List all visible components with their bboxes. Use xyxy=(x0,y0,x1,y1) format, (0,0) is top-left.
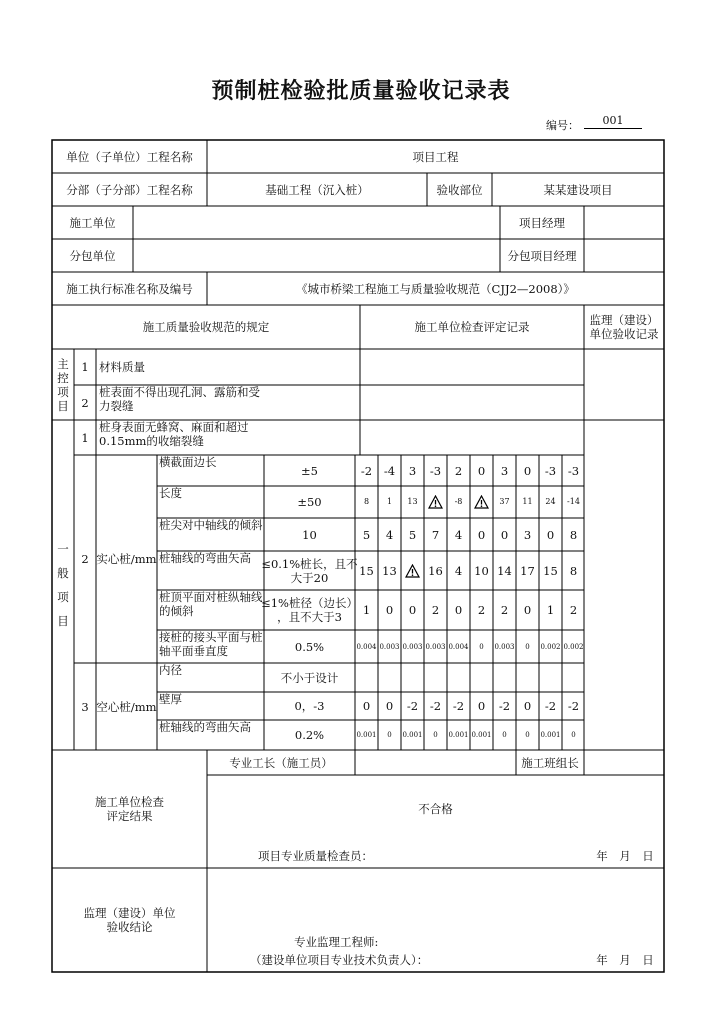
measurement-cell: 0 xyxy=(523,463,532,478)
measurement-cell: 3 xyxy=(523,527,532,542)
check-item-label-line: 桩轴线的弯曲矢高 xyxy=(159,551,251,565)
solid-pile-label: 实心桩/mm xyxy=(96,552,157,566)
group-char: 控 xyxy=(57,370,69,385)
measurement-cell: 0.001 xyxy=(402,731,423,739)
check-item-label-line: 桩轴线的弯曲矢高 xyxy=(159,720,251,734)
owner-tech-lead-label: （建设单位项目专业技术负责人）： xyxy=(250,953,429,967)
measurement-cell: -3 xyxy=(429,463,442,478)
check-item-label xyxy=(159,590,263,630)
allowable-deviation xyxy=(264,486,355,518)
check-item-label xyxy=(159,692,263,720)
check-heading: 施工单位检查评定记录 xyxy=(414,320,530,334)
measurement-cell: 0.001 xyxy=(471,731,492,739)
measurement-cell: 0.001 xyxy=(448,731,469,739)
spec-heading: 施工质量验收规范的规定 xyxy=(142,320,270,334)
item-text xyxy=(99,385,357,420)
measurement-cell: 0 xyxy=(408,603,417,617)
group-char: 目 xyxy=(57,614,69,628)
measurement-cell: 4 xyxy=(385,527,394,542)
item-no: 2 xyxy=(81,395,89,410)
accept-part-value: 某某建设项目 xyxy=(543,182,613,197)
measurement-cell: -2 xyxy=(567,699,580,713)
supervise-label-line: 监理（建设）单位 xyxy=(83,906,176,920)
measurement-cell: -2 xyxy=(360,463,373,478)
measurement-cell: 0 xyxy=(523,699,532,713)
measurement-cell: -2 xyxy=(544,699,557,713)
measurement-cell xyxy=(355,663,378,692)
item-text xyxy=(99,420,357,455)
measurement-cell xyxy=(378,663,401,692)
allowable-deviation xyxy=(264,518,355,551)
measurement-cell: 0.001 xyxy=(356,731,377,739)
measurement-cell: 4 xyxy=(454,527,463,542)
measurement-cell: 0 xyxy=(433,731,438,739)
supervise-heading-line-2: 单位验收记录 xyxy=(589,327,659,341)
check-item-label-line: 壁厚 xyxy=(159,692,182,706)
measurement-cell: 0.001 xyxy=(540,731,561,739)
unit-name-value: 项目工程 xyxy=(412,149,459,164)
measurement-cell xyxy=(424,663,447,692)
warning-triangle-icon xyxy=(405,564,420,578)
item-no: 1 xyxy=(81,430,89,445)
measurement-cell: 15 xyxy=(359,563,374,578)
measurement-cell: -2 xyxy=(452,699,465,713)
measurement-cell: 0 xyxy=(385,699,394,713)
measurement-cell: 5 xyxy=(408,527,417,542)
unit-name-label: 单位（子单位）工程名称 xyxy=(66,149,193,164)
measurement-cell: 5 xyxy=(362,527,371,542)
measurement-cell: 8 xyxy=(569,527,578,542)
eval-result: 不合格 xyxy=(418,802,453,816)
check-item-label xyxy=(159,518,263,551)
measurement-cell: 0 xyxy=(454,603,463,617)
measurement-cell: 37 xyxy=(499,497,510,506)
measurement-cell: 4 xyxy=(454,563,463,578)
measurement-cell: 0 xyxy=(385,603,394,617)
measurement-cell: 0 xyxy=(362,699,371,713)
doc-no-value: 001 xyxy=(584,114,642,129)
check-item-label-line: 横截面边长 xyxy=(159,455,217,469)
measurement-cell: 0 xyxy=(387,731,392,739)
item-text: 材料质量 xyxy=(99,360,145,374)
check-item-label-line: 的倾斜 xyxy=(159,604,194,618)
allowable-deviation xyxy=(264,720,355,750)
measurement-cell: -3 xyxy=(567,463,580,478)
measurement-cell xyxy=(401,663,424,692)
measurement-cell: 0 xyxy=(502,731,507,739)
measurement-cell: 0 xyxy=(525,731,530,739)
allowable-deviation-line: ，且不大于3 xyxy=(277,610,342,624)
measurement-cell: 10 xyxy=(474,563,489,578)
warning-triangle-icon xyxy=(474,495,489,509)
eval-label-line: 评定结果 xyxy=(106,809,153,823)
measurement-cell xyxy=(470,663,493,692)
measurement-cell xyxy=(401,551,424,590)
item-text-line: 力裂缝 xyxy=(99,399,134,413)
check-item-label xyxy=(159,551,263,590)
allowable-deviation xyxy=(264,455,355,486)
measurement-cell: 8 xyxy=(569,563,578,578)
allowable-deviation-line: 不小于设计 xyxy=(280,670,339,685)
measurement-cell xyxy=(562,663,585,692)
item-no: 2 xyxy=(81,552,89,566)
allowable-deviation-line: ±5 xyxy=(301,463,318,478)
measurement-cell xyxy=(470,486,493,518)
measurement-cell: 0.003 xyxy=(494,642,515,651)
measurement-cell: 2 xyxy=(454,463,463,478)
allowable-deviation-line: 0.5% xyxy=(294,639,325,654)
measurement-cell: -3 xyxy=(544,463,557,478)
item-text-line: 0.15mm的收缩裂缝 xyxy=(99,434,204,448)
measurement-cell: 2 xyxy=(431,603,440,617)
allowable-deviation xyxy=(264,663,355,692)
group-char: 项 xyxy=(57,590,69,604)
allowable-deviation xyxy=(261,551,358,590)
measurement-cell xyxy=(516,663,539,692)
general-items-group xyxy=(52,420,74,750)
eval-label-line: 施工单位检查 xyxy=(95,795,164,809)
group-char: 一 xyxy=(57,542,69,556)
measurement-cell: 0 xyxy=(546,527,555,542)
main-items-group xyxy=(52,349,74,420)
measurement-cell: 2 xyxy=(500,603,509,617)
supervise-heading xyxy=(584,305,664,349)
group-char: 目 xyxy=(57,398,69,413)
group-char: 主 xyxy=(57,356,69,371)
foreman-label: 专业工长（施工员） xyxy=(229,755,333,770)
doc-no-label: 编号： xyxy=(546,119,579,132)
date-label: 年 月 日 xyxy=(596,849,654,863)
measurement-cell: 0.004 xyxy=(356,642,377,651)
inspector-label: 项目专业质量检查员： xyxy=(258,849,373,863)
measurement-cell: 2 xyxy=(477,603,486,617)
supervise-label-line: 验收结论 xyxy=(106,920,153,934)
allowable-deviation xyxy=(261,590,358,630)
measurement-cell: 1 xyxy=(362,603,371,617)
warning-triangle-icon xyxy=(428,495,443,509)
page-title: 预制桩检验批质量验收记录表 xyxy=(211,78,511,104)
measurement-cell: 7 xyxy=(431,527,440,542)
measurement-cell: 0.003 xyxy=(425,642,446,651)
check-item-label-line: 长度 xyxy=(159,486,182,500)
standard-value: 《城市桥梁工程施工与质量验收规范（CJJ2—2008）》 xyxy=(296,281,575,296)
allowable-deviation-line: 大于20 xyxy=(290,570,329,585)
date-label-2: 年 月 日 xyxy=(596,953,654,967)
item-no: 1 xyxy=(81,360,89,374)
sub-project-value: 基础工程（沉入桩） xyxy=(265,182,369,197)
measurement-cell: 13 xyxy=(382,563,397,578)
item-text-line: 桩表面不得出现孔洞、露筋和受 xyxy=(99,385,260,399)
measurement-cell: 0.003 xyxy=(402,642,423,651)
allowable-deviation xyxy=(264,692,355,720)
check-item-label-line: 轴平面垂直度 xyxy=(159,644,228,658)
check-item-label xyxy=(159,663,263,692)
measurement-cell: 3 xyxy=(408,463,417,478)
measurement-cell xyxy=(493,663,516,692)
check-item-label-line: 内径 xyxy=(159,663,182,677)
measurement-cell: -2 xyxy=(429,699,442,713)
supervise-heading-line-1: 监理（建设） xyxy=(589,313,659,327)
check-item-label xyxy=(159,720,263,750)
measurement-cell: 1 xyxy=(386,497,393,506)
allowable-deviation-line: ≤0.1%桩长，且不 xyxy=(261,556,358,571)
measurement-cell: 0 xyxy=(525,642,530,651)
measurement-cell: 0 xyxy=(477,527,486,542)
allowable-deviation-line: 10 xyxy=(302,527,317,542)
measurement-cell: 0 xyxy=(500,527,509,542)
subcontractor-label: 分包单位 xyxy=(69,248,116,263)
measurement-cell xyxy=(424,486,447,518)
measurement-cell: 0 xyxy=(523,603,532,617)
check-item-label xyxy=(159,455,263,486)
accept-part-label: 验收部位 xyxy=(436,182,483,197)
measurement-cell: 11 xyxy=(522,497,533,506)
item-no: 3 xyxy=(81,699,89,714)
item-text-line: 桩身表面无蜂窝、麻面和超过 xyxy=(99,420,249,434)
allowable-deviation-line: 0.2% xyxy=(294,728,325,742)
team-leader-label: 施工班组长 xyxy=(521,755,579,770)
supervise-conclusion-label xyxy=(52,868,207,972)
measurement-cell: 0 xyxy=(477,463,486,478)
measurement-cell: 0 xyxy=(477,699,486,713)
check-item-label-line: 接桩的接头平面与桩 xyxy=(159,630,263,644)
measurement-cell: 1 xyxy=(546,603,555,617)
group-char: 项 xyxy=(57,384,69,399)
measurement-cell: -2 xyxy=(406,699,419,713)
measurement-cell: 0 xyxy=(479,642,484,651)
measurement-cell: 2 xyxy=(569,603,578,617)
measurement-cell: 14 xyxy=(497,563,512,578)
measurement-cell: 3 xyxy=(500,463,509,478)
measurement-cell: 17 xyxy=(520,563,535,578)
check-item-label-line: 桩顶平面对桩纵轴线 xyxy=(159,590,263,604)
project-manager-label: 项目经理 xyxy=(519,215,565,230)
check-item-label-line: 桩尖对中轴线的倾斜 xyxy=(159,518,263,532)
allowable-deviation-line: ±50 xyxy=(297,495,322,509)
allowable-deviation xyxy=(264,630,355,663)
measurement-cell: 24 xyxy=(545,497,556,506)
measurement-cell: 15 xyxy=(543,563,558,578)
measurement-cell: 8 xyxy=(363,497,370,506)
group-char: 般 xyxy=(57,566,69,580)
measurement-cell: -4 xyxy=(383,463,396,478)
sub-project-label: 分部（子分部）工程名称 xyxy=(66,182,193,197)
measurement-cell: 0.003 xyxy=(379,642,400,651)
hollow-pile-label: 空心桩/mm xyxy=(96,699,157,714)
supervising-engineer-label: 专业监理工程师: xyxy=(294,935,379,949)
measurement-cell: 0.002 xyxy=(563,642,584,651)
measurement-cell: -2 xyxy=(498,699,511,713)
measurement-cell xyxy=(447,663,470,692)
check-item-label xyxy=(159,486,263,518)
measurement-cell xyxy=(539,663,562,692)
measurement-cell: 0.002 xyxy=(540,642,561,651)
check-item-label xyxy=(159,630,263,663)
allowable-deviation-line: ≤1%桩径（边长） xyxy=(261,596,358,610)
sub-project-manager-label: 分包项目经理 xyxy=(507,248,577,263)
measurement-cell: 16 xyxy=(428,563,443,578)
measurement-cell: -14 xyxy=(567,497,580,506)
measurement-cell: 13 xyxy=(407,497,418,506)
constructor-label: 施工单位 xyxy=(69,215,116,230)
standard-label: 施工执行标准名称及编号 xyxy=(66,281,193,296)
allowable-deviation-line: 0，-3 xyxy=(294,699,325,713)
eval-label xyxy=(52,750,207,868)
measurement-cell: -8 xyxy=(454,497,463,506)
measurement-cell: 0 xyxy=(571,731,576,739)
measurement-cell: 0.004 xyxy=(448,642,469,651)
